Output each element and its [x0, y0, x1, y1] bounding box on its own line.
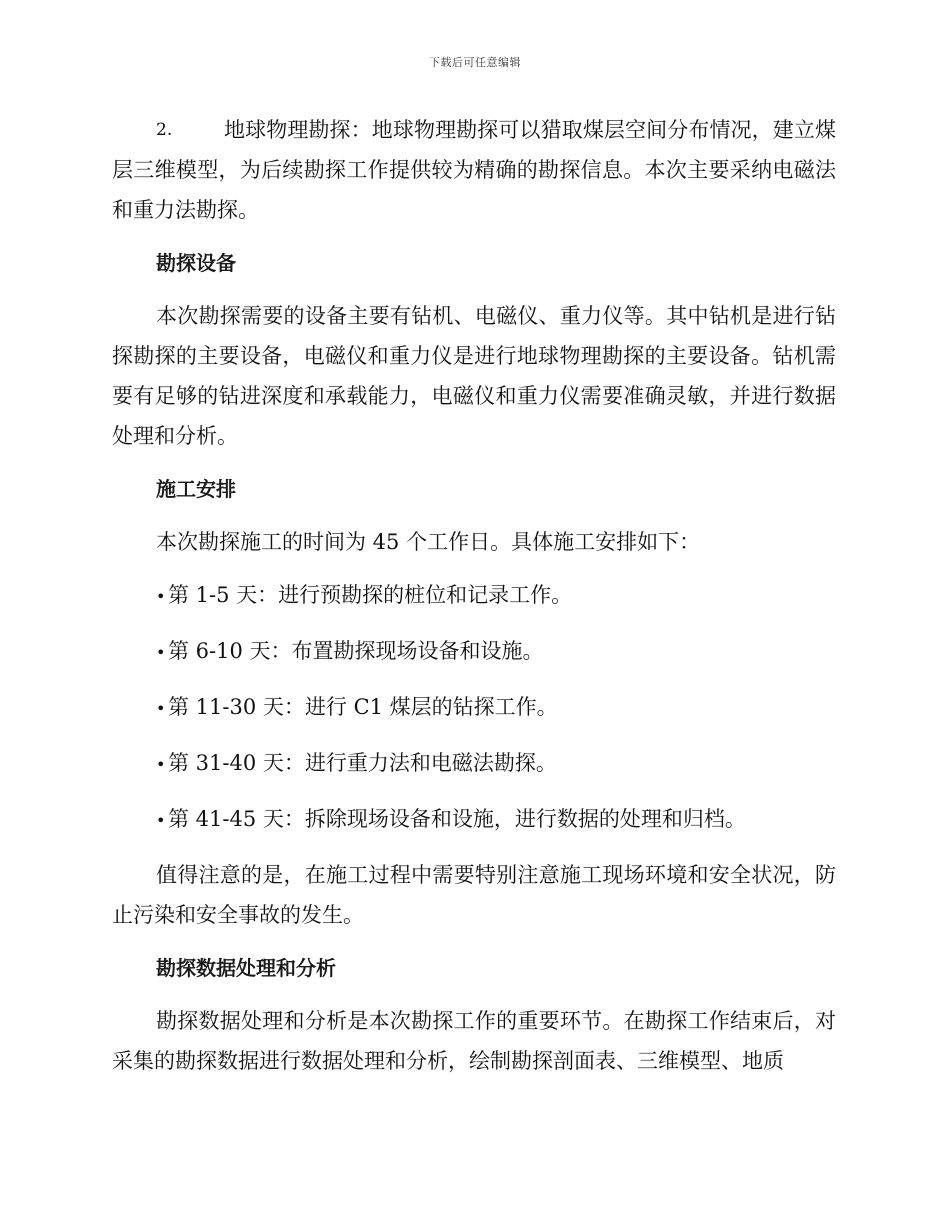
schedule-item: [156, 743, 836, 785]
schedule-item-text: 第 31-40 天：进行重力法和电磁法勘探。: [168, 751, 557, 775]
schedule-item-text: 第 6-10 天：布置勘探现场设备和设施。: [168, 639, 544, 663]
bullet-dot: •: [156, 643, 166, 662]
schedule-item: [156, 799, 836, 841]
bullet-dot: •: [156, 811, 166, 830]
schedule-item-text: 第 41-45 天：拆除现场设备和设施，进行数据的处理和归档。: [168, 807, 746, 831]
geophysics-text: 地球物理勘探：地球物理勘探可以猎取煤层空间分布情况，建立煤层三维模型，为后续勘探工作提供较为精确的勘探信息。本次主要采纳电磁法和重力法勘探。: [112, 118, 836, 222]
geophysics-paragraph: [112, 110, 836, 230]
equipment-paragraph: 本次勘探需要的设备主要有钻机、电磁仪、重力仪等。其中钻机是进行钻探勘探的主要设备，电磁仪和重力仪是进行地球物理勘探的主要设备。钻机需要有足够的钻进深度和承载能力，电磁仪和重力仪需要准确灵敏，并进行数据处理和分析。: [112, 304, 836, 448]
analysis-paragraph: 勘探数据处理和分析是本次勘探工作的重要环节。在勘探工作结束后，对采集的勘探数据进行数据处理和分析，绘制勘探剖面表、三维模型、地质: [112, 1009, 836, 1073]
safety-note-paragraph: 值得注意的是，在施工过程中需要特别注意施工现场环境和安全状况，防止污染和安全事故的发生。: [112, 863, 836, 927]
schedule-item: [156, 575, 836, 617]
schedule-item: [156, 687, 836, 729]
schedule-intro: 本次勘探施工的时间为 45 个工作日。具体施工安排如下：: [156, 530, 701, 554]
header-note: 下载后可任意编辑: [429, 56, 521, 69]
bullet-dot: •: [156, 755, 166, 774]
bullet-dot: •: [156, 699, 166, 718]
equipment-heading: 勘探设备: [156, 251, 236, 275]
schedule-item-text: 第 11-30 天：进行 C1 煤层的钻探工作。: [168, 695, 558, 719]
schedule-item-text: 第 1-5 天：进行预勘探的桩位和记录工作。: [168, 583, 573, 607]
document-body: [112, 110, 836, 1094]
bullet-dot: •: [156, 587, 166, 606]
section-number: 2.: [156, 120, 173, 140]
analysis-heading: 勘探数据处理和分析: [156, 956, 336, 980]
schedule-item: [156, 631, 836, 673]
schedule-heading: 施工安排: [156, 477, 236, 501]
